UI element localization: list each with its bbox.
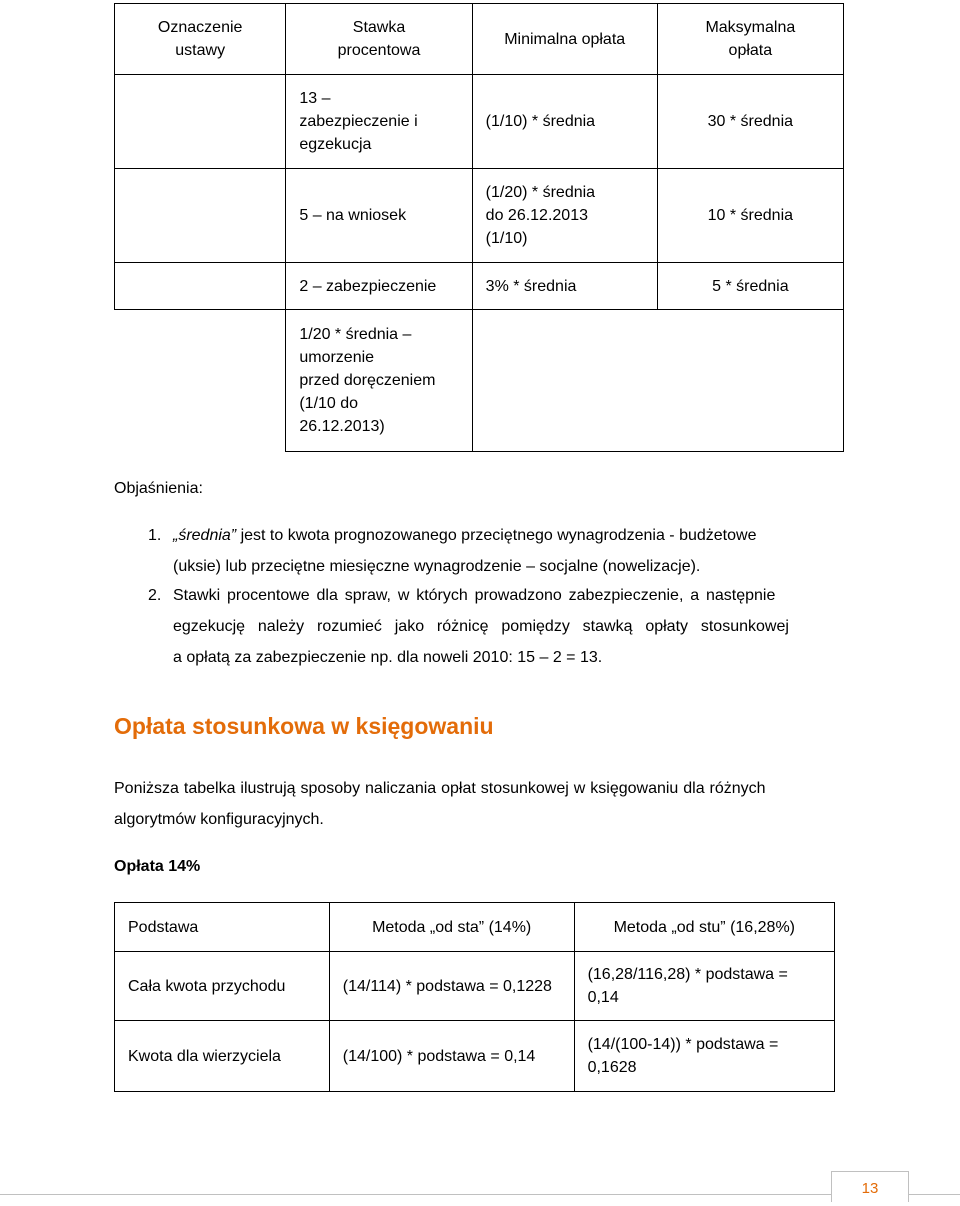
cell-minimalna: (1/20) * średnia do 26.12.2013 (1/10)	[472, 169, 657, 263]
header-od-stu: Metoda „od stu” (16,28%)	[574, 903, 834, 952]
item1-number: 1.	[148, 527, 162, 544]
cell-od-sta: (14/100) * podstawa = 0,14	[329, 1021, 574, 1092]
cell-od-stu: (16,28/116,28) * podstawa = 0,14	[574, 952, 834, 1021]
table-row	[115, 75, 844, 169]
header-od-sta: Metoda „od sta” (14%)	[329, 903, 574, 952]
cell-stawka: 5 – na wniosek	[286, 169, 472, 263]
header-oznaczenie: Oznaczenie ustawy	[115, 4, 286, 75]
section-heading: Opłata stosunkowa w księgowaniu	[114, 713, 494, 739]
fee-table-header-row	[115, 903, 835, 952]
header-podstawa: Podstawa	[115, 903, 330, 952]
cell-empty	[472, 310, 843, 452]
footer-divider	[0, 1194, 960, 1195]
table-row	[115, 263, 844, 310]
item1-term: „średnia”	[173, 527, 237, 544]
table-row	[115, 1021, 835, 1092]
cell-od-sta: (14/114) * podstawa = 0,1228	[329, 952, 574, 1021]
item2-line3: a opłatą za zabezpieczenie np. dla noweli 2010: 15 – 2 = 13.	[173, 649, 603, 666]
intro-line2: algorytmów konfiguracyjnych.	[114, 811, 324, 828]
explanations-title: Objaśnienia:	[114, 480, 203, 497]
subheading: Opłata 14%	[114, 858, 201, 875]
table-row	[115, 169, 844, 263]
header-stawka: Stawka procentowa	[286, 4, 472, 75]
item2-line2: egzekucję należy rozumieć jako różnicę pomiędzy stawką opłaty stosunkowej	[173, 618, 789, 635]
cell-minimalna: 3% * średnia	[472, 263, 657, 310]
cell-oznaczenie	[115, 75, 286, 169]
cell-stawka: 2 – zabezpieczenie	[286, 263, 472, 310]
cell-stawka: 1/20 * średnia – umorzenie przed doręczeniem (1/10 do 26.12.2013)	[286, 310, 472, 452]
cell-od-stu: (14/(100-14)) * podstawa = 0,1628	[574, 1021, 834, 1092]
item1-line1-rest: jest to kwota prognozowanego przeciętnego wynagrodzenia - budżetowe	[236, 527, 757, 544]
page-number: 13	[831, 1171, 909, 1202]
table-row	[115, 952, 835, 1021]
fee-table	[114, 902, 835, 1092]
cell-oznaczenie	[115, 263, 286, 310]
cell-oznaczenie	[115, 310, 286, 452]
item2-number: 2.	[148, 587, 162, 604]
cell-oznaczenie	[115, 169, 286, 263]
cell-podstawa: Cała kwota przychodu	[115, 952, 330, 1021]
cell-maksymalna: 5 * średnia	[657, 263, 843, 310]
table-row	[115, 310, 844, 452]
header-minimalna: Minimalna opłata	[472, 4, 657, 75]
rates-table	[114, 3, 844, 452]
item1-line2: (uksie) lub przeciętne miesięczne wynagrodzenie – socjalne (nowelizacje).	[173, 558, 701, 575]
intro-line1: Poniższa tabelka ilustrują sposoby naliczania opłat stosunkowej w księgowaniu dla różnych	[114, 780, 766, 797]
cell-maksymalna: 30 * średnia	[657, 75, 843, 169]
item2-line1: Stawki procentowe dla spraw, w których prowadzono zabezpieczenie, a następnie	[173, 587, 776, 604]
cell-maksymalna: 10 * średnia	[657, 169, 843, 263]
header-maksymalna: Maksymalna opłata	[657, 4, 843, 75]
item1-line1	[173, 520, 846, 551]
cell-podstawa: Kwota dla wierzyciela	[115, 1021, 330, 1092]
rates-table-header-row	[115, 4, 844, 75]
cell-stawka: 13 – zabezpieczenie i egzekucja	[286, 75, 472, 169]
cell-minimalna: (1/10) * średnia	[472, 75, 657, 169]
